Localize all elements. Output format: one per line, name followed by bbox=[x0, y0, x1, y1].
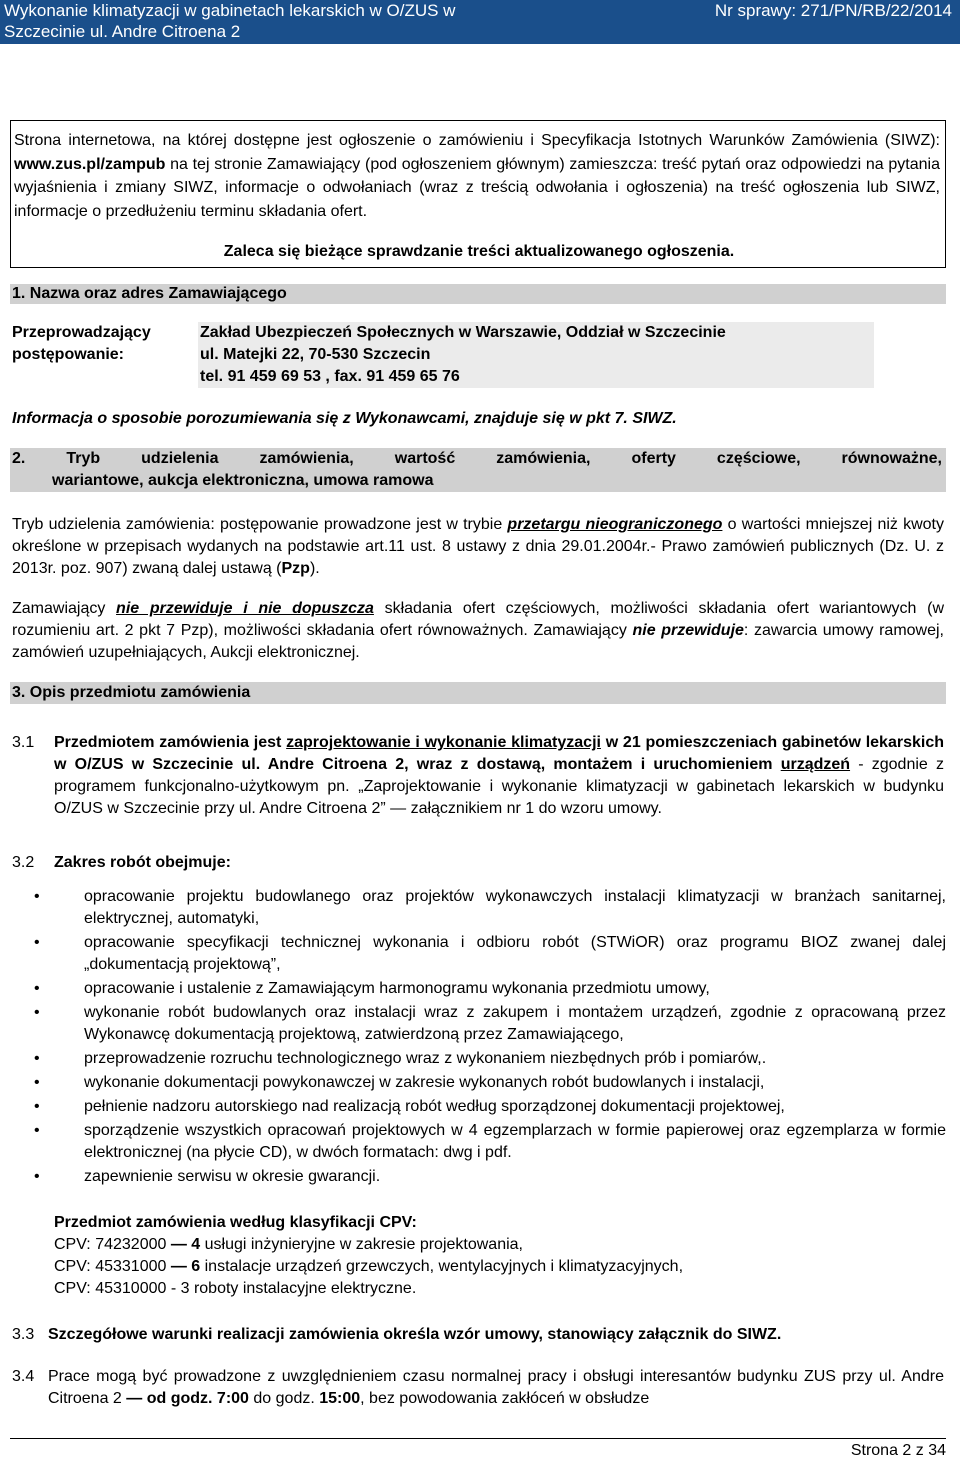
p2-a: Zamawiający bbox=[12, 600, 117, 617]
p31-subject: zaprojektowanie i wykonanie klimatyzacji bbox=[286, 734, 601, 751]
item-3-2-text: Zakres robót obejmuje: bbox=[54, 854, 231, 871]
p2-not-allowed: nie przewiduje i nie dopuszcza bbox=[116, 600, 374, 617]
list-item-text: opracowanie projektu budowlanego oraz projektów wykonawczych instalacji klimatyzacji w branżach sanitarnej, elektrycznej, automatyki, bbox=[84, 888, 946, 927]
bullet-icon: • bbox=[34, 1168, 40, 1185]
header-title-line2: Szczecinie ul. Andre Citroena 2 bbox=[4, 22, 241, 41]
list-item-text: sporządzenie wszystkich opracowań projektowych w 4 egzemplarzach w formie papierowej oraz egzemplarza w formie elektronicznej (na płycie CD), w dwóch formatach: dwg i pdf. bbox=[84, 1122, 946, 1161]
item-3-3-number: 3.3 bbox=[12, 1326, 35, 1343]
p34-e: do godz. bbox=[248, 1390, 320, 1407]
section3-heading: 3. Opis przedmiotu zamówienia bbox=[10, 682, 946, 704]
list-item-text: wykonanie dokumentacji powykonawczej w zakresie wykonanych robót budowlanych i instalacji, bbox=[84, 1074, 765, 1091]
p2-not-foreseen: nie przewiduje bbox=[632, 622, 744, 639]
item-3-4-text bbox=[48, 1366, 944, 1410]
cpv2-a: CPV: 45331000 bbox=[54, 1258, 171, 1275]
item-3-3-text: Szczegółowe warunki realizacji zamówienia określa wzór umowy, stanowiący załącznik do SIWZ. bbox=[48, 1326, 782, 1343]
p1-a: Tryb udzielenia zamówienia: postępowanie prowadzone jest w trybie bbox=[12, 516, 508, 533]
bullet-icon: • bbox=[34, 1050, 40, 1067]
p1-c: o wartości mniejszej niż kwoty określone w przepisach wydanych na podstawie art.11 ust. 8 ustawy z dnia 29.01.2004r.- Prawo zamówień publicznych (Dz. U. z 2013r. poz. 907) zwaną dalej ustawą ( bbox=[12, 516, 944, 577]
list-item bbox=[10, 1166, 946, 1188]
p1-pzp: Pzp bbox=[281, 560, 310, 577]
list-item-text: opracowanie i ustalenie z Zamawiającym harmonogramu wykonania przedmiotu umowy, bbox=[84, 980, 710, 997]
section2-heading bbox=[10, 448, 946, 492]
notice-text bbox=[14, 129, 940, 223]
document-header bbox=[0, 0, 960, 44]
notice-url[interactable]: www.zus.pl/zampub bbox=[14, 155, 166, 173]
section1-label-line1: Przeprowadzający bbox=[12, 324, 151, 341]
list-item bbox=[10, 932, 946, 976]
cpv1-b: — 4 bbox=[170, 1236, 201, 1253]
cpv1-a: CPV: 74232000 bbox=[54, 1236, 171, 1253]
p2-c: składania ofert częściowych, możliwości składania ofert wariantowych (w rozumieniu art. 2 pkt 7 Pzp), możliwości składania ofert równoważnych. Zamawiający bbox=[12, 600, 944, 639]
section2-heading-line1: 2. Tryb udzielenia zamówienia, wartość zamówienia, oferty częściowe, równoważne, bbox=[12, 450, 942, 467]
section1-heading: 1. Nazwa oraz adres Zamawiającego bbox=[10, 284, 946, 304]
section1-label bbox=[12, 322, 151, 366]
cpv-block bbox=[54, 1212, 683, 1300]
cpv-line-2 bbox=[54, 1256, 683, 1278]
list-item bbox=[10, 1048, 946, 1070]
p31-devices: urządzeń bbox=[780, 756, 851, 773]
footer-divider bbox=[10, 1438, 946, 1439]
list-item bbox=[10, 1096, 946, 1118]
p34-a: Prace mogą być prowadzone z uwzględnieniem czasu normalnej pracy i obsługi interesantów budynku ZUS przy ul. Andre Citroena 2 bbox=[48, 1368, 944, 1407]
list-item bbox=[10, 978, 946, 1000]
scope-list bbox=[10, 886, 946, 1190]
section1-address: ul. Matejki 22, 70-530 Szczecin bbox=[200, 346, 431, 363]
cpv-line-1 bbox=[54, 1234, 683, 1256]
bullet-icon: • bbox=[34, 1098, 40, 1115]
p31-a: Przedmiotem zamówienia jest bbox=[54, 734, 287, 751]
section1-label-line2: postępowanie: bbox=[12, 346, 125, 363]
p34-end-time: 15:00 bbox=[319, 1390, 361, 1407]
p31-e: - zgodnie z programem funkcjonalno-użytkowym pn. „Zaprojektowanie i wykonanie klimatyzacji w gabinetach lekarskich w budynku O/ZUS w Szczecinie przy ul. Andre Citroena 2” — załącznikiem nr 1 do wzoru umowy. bbox=[54, 756, 945, 817]
item-3-2-number: 3.2 bbox=[12, 854, 35, 871]
bullet-icon: • bbox=[34, 1122, 40, 1139]
list-item bbox=[10, 1072, 946, 1094]
section1-org-name: Zakład Ubezpieczeń Społecznych w Warszawie, Oddział w Szczecinie bbox=[200, 324, 726, 341]
section1-phones: tel. 91 459 69 53 , fax. 91 459 65 76 bbox=[200, 368, 460, 385]
p34-b: — od godz. bbox=[126, 1390, 213, 1407]
bullet-icon: • bbox=[34, 934, 40, 951]
bullet-icon: • bbox=[34, 1074, 40, 1091]
notice-text-b: na tej stronie Zamawiający (pod ogłoszeniem głównym) zamieszcza: treść pytań oraz odpowiedzi na pytania wyjaśnienia i zmiany SIWZ, informacje o odwołaniach (wraz z treścią odwołania i ogłoszenia) na treść ogłoszenia lub SIWZ, informacje o przedłużeniu terminu składania ofert. bbox=[14, 155, 940, 220]
section2-paragraph2 bbox=[12, 598, 944, 664]
p2-e: : zawarcia umowy ramowej, zamówień uzupełniających, Aukcji elektronicznej. bbox=[12, 622, 945, 661]
p34-start-time: 7:00 bbox=[216, 1390, 249, 1407]
item-3-1-number: 3.1 bbox=[12, 734, 35, 751]
p1-e: ). bbox=[309, 560, 320, 577]
cpv-line-3: CPV: 45310000 - 3 roboty instalacyjne elektryczne. bbox=[54, 1280, 417, 1297]
header-title-line1: Wykonanie klimatyzacji w gabinetach lekarskich w O/ZUS w bbox=[4, 1, 456, 20]
cpv-title: Przedmiot zamówienia według klasyfikacji CPV: bbox=[54, 1214, 417, 1231]
bullet-icon: • bbox=[34, 980, 40, 997]
notice-box bbox=[10, 120, 946, 268]
notice-advice: Zaleca się bieżące sprawdzanie treści aktualizowanego ogłoszenia. bbox=[223, 243, 735, 260]
bullet-icon: • bbox=[34, 888, 40, 905]
list-item-text: pełnienie nadzoru autorskiego nad realizacją robót według sporządzonej dokumentacji projektowej, bbox=[84, 1098, 785, 1115]
page-number: Strona 2 z 34 bbox=[850, 1442, 946, 1459]
item-3-4-number: 3.4 bbox=[12, 1368, 35, 1385]
section2-paragraph1 bbox=[12, 514, 944, 580]
cpv2-c: instalacje urządzeń grzewczych, wentylacyjnych i klimatyzacyjnych, bbox=[200, 1258, 684, 1275]
list-item bbox=[10, 886, 946, 930]
bullet-icon: • bbox=[34, 1004, 40, 1021]
item-3-1-text bbox=[54, 732, 944, 820]
list-item-text: wykonanie robót budowlanych oraz instalacji wraz z zakupem i montażem urządzeń, zgodnie z opracowaną przez Wykonawcę dokumentacją projektową, zatwierdzoną przez Zamawiającego, bbox=[84, 1004, 946, 1043]
section2-heading-line2: wariantowe, aukcja elektroniczna, umowa ramowa bbox=[52, 472, 434, 489]
p1-tender-type: przetargu nieograniczonego bbox=[507, 516, 723, 533]
p34-g: , bez powodowania zakłóceń w obsłudze bbox=[360, 1390, 650, 1407]
cpv2-b: — 6 bbox=[170, 1258, 201, 1275]
section1-org bbox=[200, 322, 726, 388]
list-item-text: zapewnienie serwisu w okresie gwarancji. bbox=[84, 1168, 381, 1185]
list-item bbox=[10, 1120, 946, 1164]
list-item-text: przeprowadzenie rozruchu technologicznego wraz z wykonaniem niezbędnych prób i pomiarów,. bbox=[84, 1050, 767, 1067]
header-case-number: Nr sprawy: 271/PN/RB/22/2014 bbox=[714, 1, 952, 20]
notice-text-a: Strona internetowa, na której dostępne jest ogłoszenie o zamówieniu i Specyfikacja Istotnych Warunków Zamówienia (SIWZ): bbox=[14, 132, 940, 149]
cpv1-c: usługi inżynieryjne w zakresie projektowania, bbox=[200, 1236, 523, 1253]
list-item-text: opracowanie specyfikacji technicznej wykonania i odbioru robót (STWiOR) oraz programu BIOZ zwanej dalej „dokumentacją projektową”, bbox=[84, 934, 946, 973]
p31-c: w 21 pomieszczeniach gabinetów lekarskich w O/ZUS w Szczecinie ul. Andre Citroena 2, wraz z dostawą, montażem i uruchomieniem bbox=[54, 734, 944, 773]
section1-contact-info: Informacja o sposobie porozumiewania się z Wykonawcami, znajduje się w pkt 7. SIWZ. bbox=[12, 410, 677, 427]
list-item bbox=[10, 1002, 946, 1046]
